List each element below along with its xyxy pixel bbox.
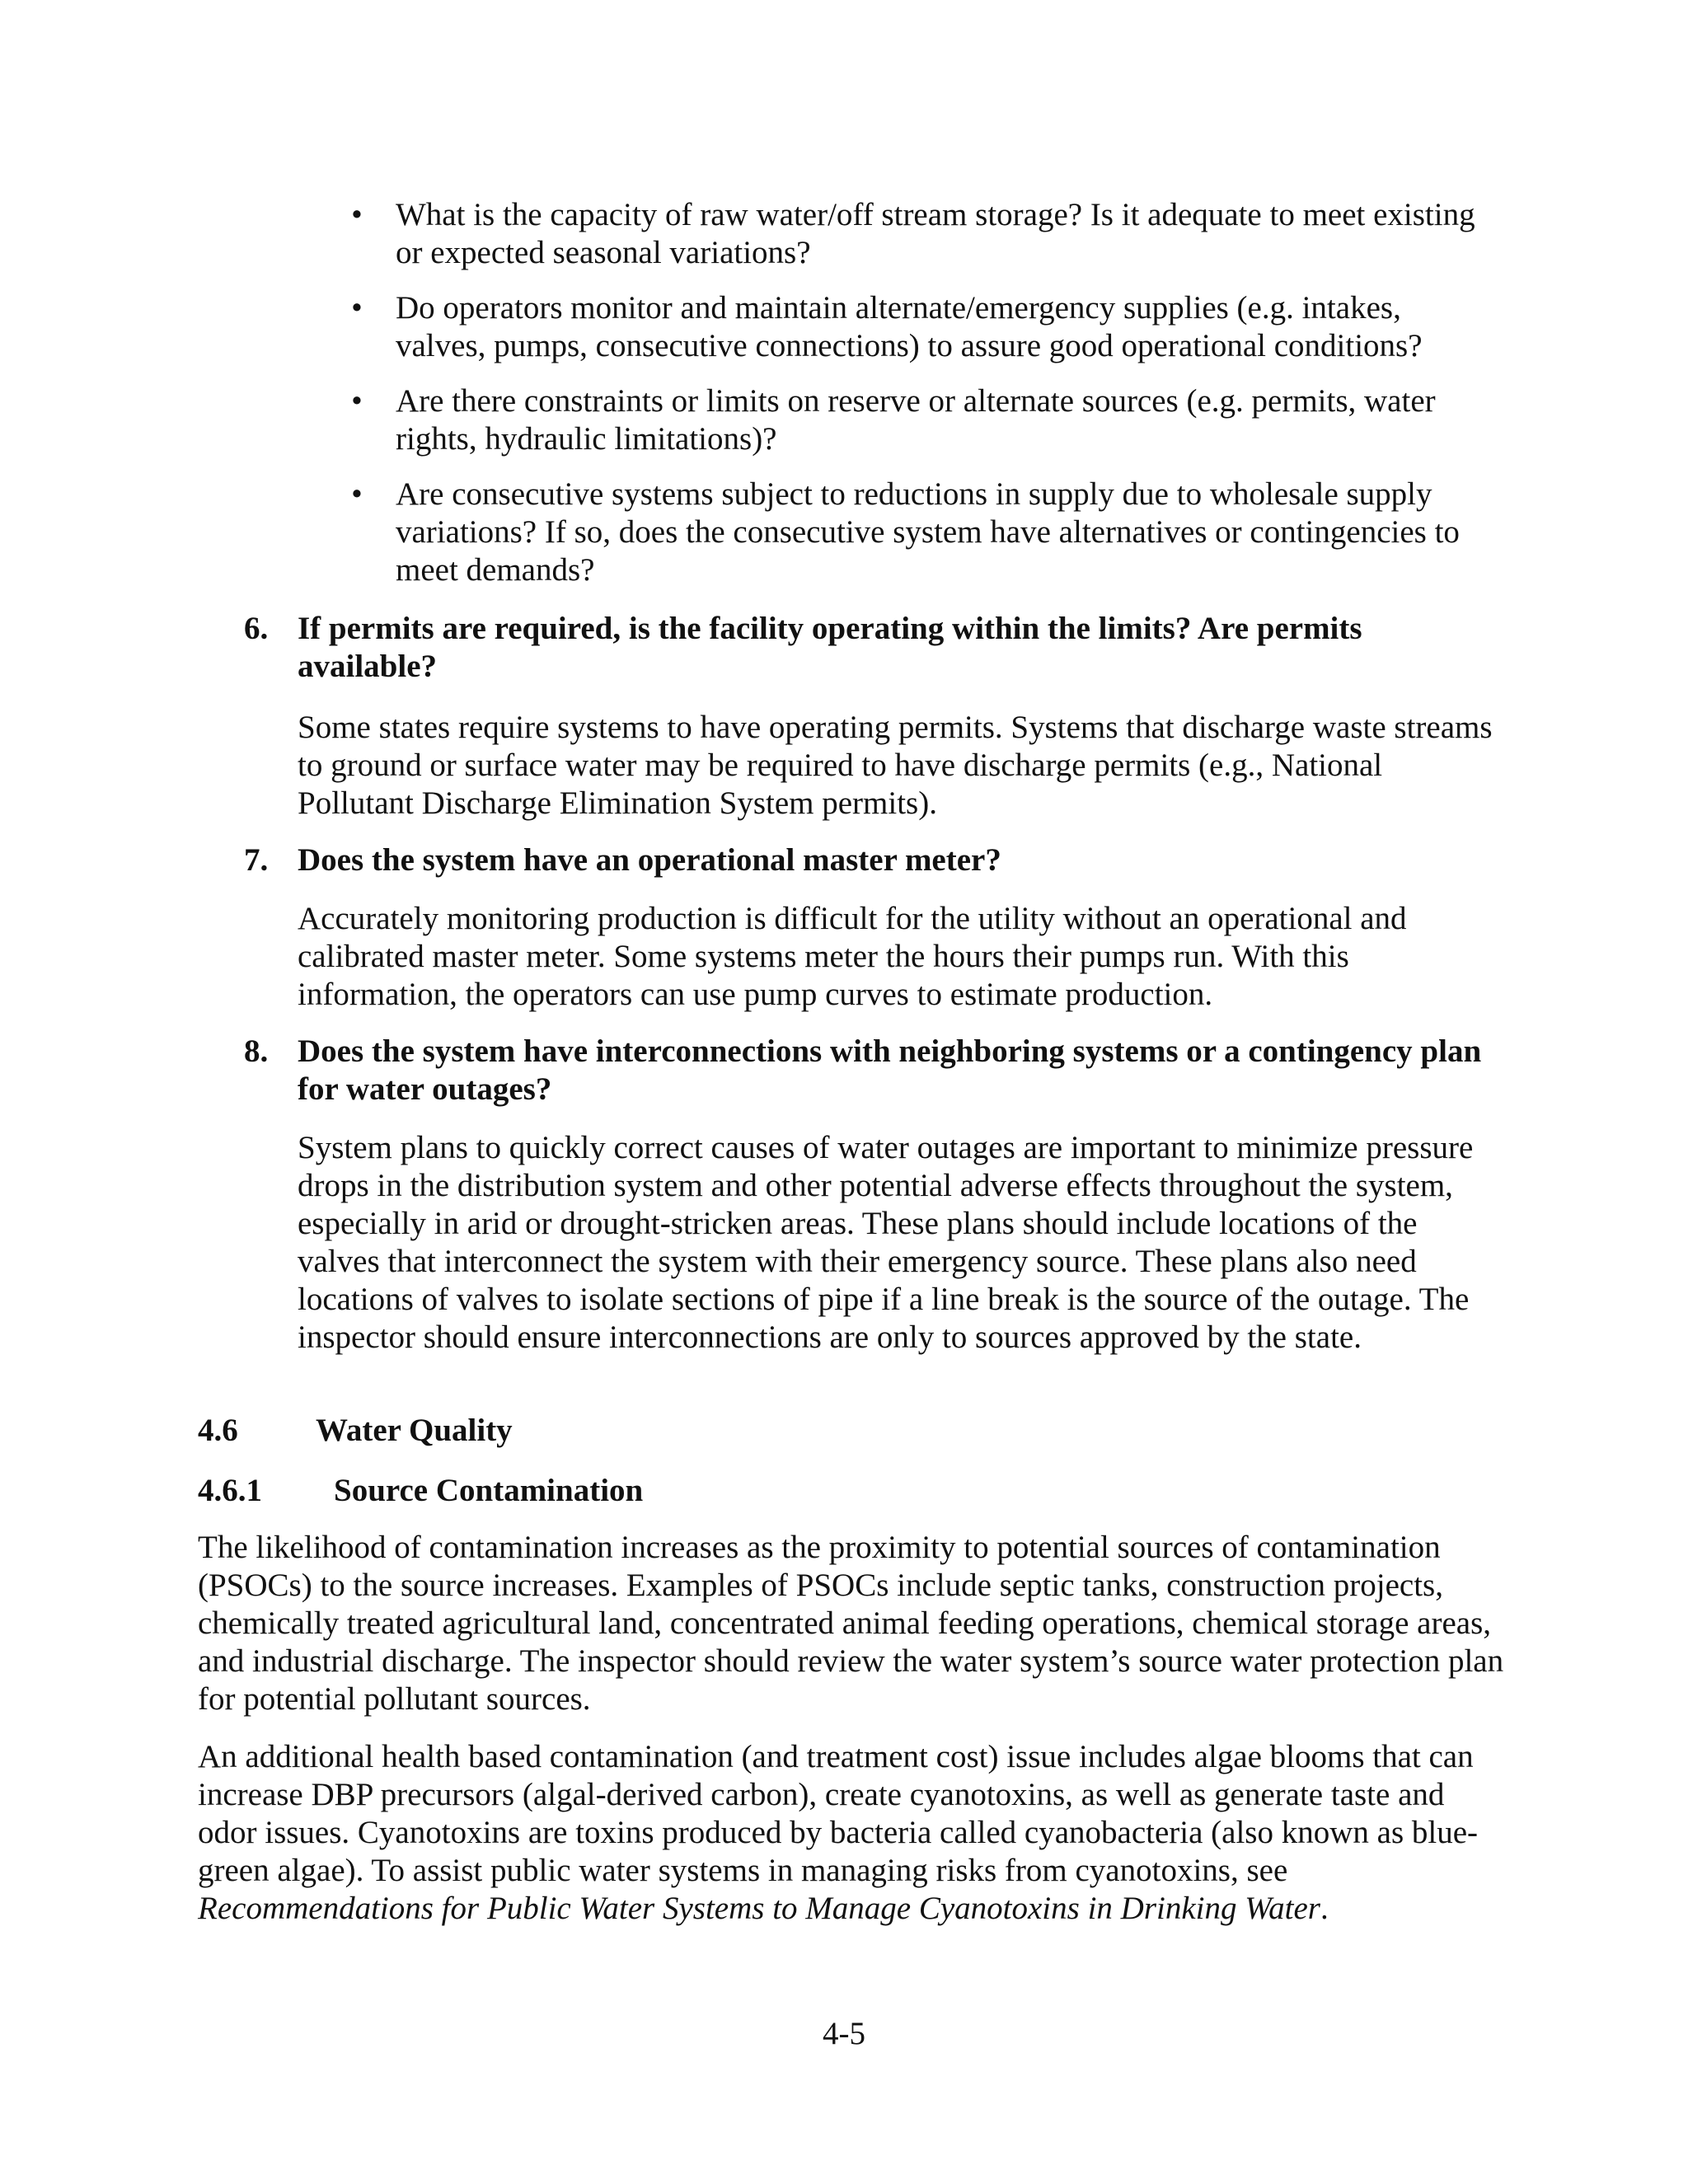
subsection-heading: [198, 1472, 643, 1510]
question-text: Does the system have an operational master meter?: [298, 842, 1001, 878]
paragraph-text: An additional health based contamination (and treatment cost) issue includes algae blooms that can increase DBP precursors (algal-derived carbon), create cyanotoxins, as well as generate taste and odor issues. Cyanotoxins are toxins produced by bacteria called cyanobacteria (also known as blue-green algae). To assist public water systems in managing risks from cyanotoxins, see: [198, 1739, 1479, 1888]
bullet-icon: •: [351, 476, 363, 512]
paragraph-end: .: [1320, 1891, 1329, 1926]
bullet-item: [345, 382, 1498, 458]
section-title: Water Quality: [316, 1413, 513, 1448]
reference-title: Recommendations for Public Water Systems to Manage Cyanotoxins in Drinking Water: [198, 1891, 1320, 1926]
question-6: [244, 610, 1497, 686]
bullet-text: Are there constraints or limits on reserve or alternate sources (e.g. permits, water rights, hydraulic limitations)?: [396, 383, 1436, 457]
question-8: [244, 1033, 1497, 1108]
question-number: 8.: [244, 1033, 269, 1069]
subsection-number: 4.6.1: [198, 1473, 262, 1508]
bullet-icon: •: [351, 197, 363, 232]
subsection-title: Source Contamination: [334, 1473, 644, 1508]
page-number: 4-5: [823, 2016, 865, 2051]
paragraph-cyanotoxins: [198, 1738, 1504, 1928]
bullet-text: What is the capacity of raw water/off stream storage? Is it adequate to meet existing or expected seasonal variations?: [396, 197, 1475, 270]
bullet-list: [345, 196, 1498, 607]
question-7: [244, 841, 1497, 879]
question-text: If permits are required, is the facility operating within the limits? Are permits available?: [298, 611, 1362, 684]
bullet-icon: •: [351, 290, 363, 326]
paragraph-psocs: The likelihood of contamination increases as the proximity to potential sources of contamination (PSOCs) to the source increases. Examples of PSOCs include septic tanks, construction projects, chemically treated agricultural land, concentrated animal feeding operations, chemical storage areas, and industrial discharge. The inspector should review the water system’s source water protection plan for potential pollutant sources.: [198, 1530, 1504, 1717]
bullet-item: [345, 289, 1498, 365]
answer-8: System plans to quickly correct causes of water outages are important to minimize pressure drops in the distribution system and other potential adverse effects throughout the system, especially in arid or drought-stricken areas. These plans should include locations of the valves that interconnect the system with their emergency source. These plans also need locations of valves to isolate sections of pipe if a line break is the source of the outage. The inspector should ensure interconnections are only to sources approved by the state.: [298, 1130, 1474, 1355]
bullet-item: [345, 196, 1498, 272]
section-heading: [198, 1412, 513, 1450]
answer-7: Accurately monitoring production is difficult for the utility without an operational and calibrated master meter. Some systems meter the hours their pumps run. With this information, the operators can use pump curves to estimate production.: [298, 901, 1407, 1012]
question-number: 6.: [244, 611, 269, 646]
question-number: 7.: [244, 842, 269, 878]
bullet-icon: •: [351, 383, 363, 419]
question-text: Does the system have interconnections with neighboring systems or a contingency plan for water outages?: [298, 1033, 1482, 1107]
bullet-text: Are consecutive systems subject to reductions in supply due to wholesale supply variations? If so, does the consecutive system have alternatives or contingencies to meet demands?: [396, 476, 1460, 588]
bullet-item: [345, 476, 1498, 589]
section-number: 4.6: [198, 1413, 238, 1448]
answer-6: Some states require systems to have operating permits. Systems that discharge waste streams to ground or surface water may be required to have discharge permits (e.g., National Pollutant Discharge Elimination System permits).: [298, 710, 1493, 821]
bullet-text: Do operators monitor and maintain alternate/emergency supplies (e.g. intakes, valves, pumps, consecutive connections) to assure good operational conditions?: [396, 290, 1423, 363]
